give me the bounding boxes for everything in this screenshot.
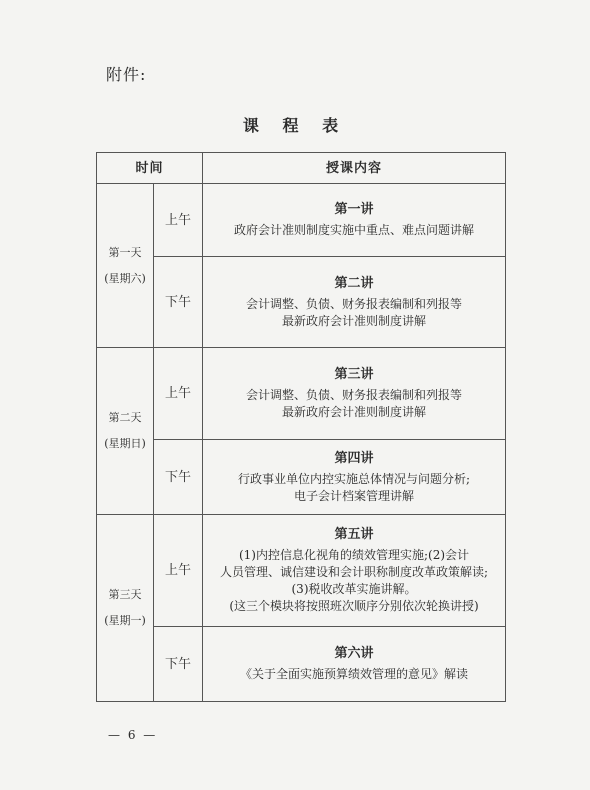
lecture-line: 最新政府会计准则制度讲解 bbox=[281, 313, 426, 328]
day-cell bbox=[97, 348, 154, 515]
lecture-title: 第六讲 bbox=[334, 646, 374, 661]
lecture-line: 会计调整、负债、财务报表编制和列报等 bbox=[245, 388, 462, 402]
half-day-cell: 下午 bbox=[154, 257, 203, 348]
lecture-cell bbox=[203, 515, 506, 627]
page-number: — 6 — bbox=[108, 728, 158, 742]
day-label: 第三天 bbox=[108, 588, 142, 601]
lecture-line: 电子会计档案管理讲解 bbox=[293, 488, 414, 503]
half-day-cell: 下午 bbox=[154, 440, 203, 515]
lecture-line: 人员管理、诚信建设和会计职称制度改革政策解读; bbox=[219, 565, 489, 579]
day-label: 第一天 bbox=[108, 245, 142, 259]
schedule-table bbox=[96, 152, 506, 702]
lecture-cell bbox=[203, 257, 506, 348]
table-row bbox=[97, 440, 506, 515]
table-row bbox=[97, 627, 506, 702]
half-day-cell: 上午 bbox=[154, 515, 203, 627]
half-day-cell: 上午 bbox=[154, 348, 203, 440]
lecture-line: 《关于全面实施预算绩效管理的意见》解读 bbox=[239, 667, 468, 681]
lecture-line: 行政事业单位内控实施总体情况与问题分析; bbox=[237, 471, 471, 486]
table-row bbox=[97, 515, 506, 627]
header-time: 时间 bbox=[97, 153, 203, 184]
lecture-title: 第三讲 bbox=[334, 367, 374, 382]
header-content: 授课内容 bbox=[203, 153, 506, 184]
lecture-title: 第五讲 bbox=[334, 527, 374, 542]
lecture-line: (3)税收改革实施讲解。 bbox=[291, 582, 417, 596]
day-cell bbox=[97, 515, 154, 702]
half-day-cell: 下午 bbox=[154, 627, 203, 702]
table-row bbox=[97, 348, 506, 440]
lecture-cell bbox=[203, 440, 506, 515]
lecture-line: 最新政府会计准则制度讲解 bbox=[281, 405, 426, 419]
lecture-line: (1)内控信息化视角的绩效管理实施;(2)会计 bbox=[238, 548, 470, 562]
weekday-label: (星期六) bbox=[104, 271, 146, 285]
lecture-title: 第四讲 bbox=[334, 450, 374, 466]
table-header-row bbox=[97, 153, 506, 184]
table-row bbox=[97, 184, 506, 257]
day-label: 第二天 bbox=[108, 411, 142, 424]
lecture-line: 会计调整、负债、财务报表编制和列报等 bbox=[245, 296, 462, 311]
weekday-label: (星期日) bbox=[104, 437, 146, 450]
lecture-line: (这三个模块将按照班次顺序分别依次轮换讲授) bbox=[229, 599, 479, 613]
day-cell bbox=[97, 184, 154, 348]
lecture-line: 政府会计准则制度实施中重点、难点问题讲解 bbox=[233, 223, 474, 237]
lecture-title: 第二讲 bbox=[334, 275, 374, 291]
attachment-label: 附件: bbox=[106, 65, 147, 84]
lecture-title: 第一讲 bbox=[334, 202, 374, 217]
half-day-cell: 上午 bbox=[154, 184, 203, 257]
lecture-cell bbox=[203, 184, 506, 257]
page-title: 课 程 表 bbox=[242, 116, 348, 135]
weekday-label: (星期一) bbox=[104, 614, 146, 627]
table-row bbox=[97, 257, 506, 348]
lecture-cell bbox=[203, 348, 506, 440]
lecture-cell bbox=[203, 627, 506, 702]
